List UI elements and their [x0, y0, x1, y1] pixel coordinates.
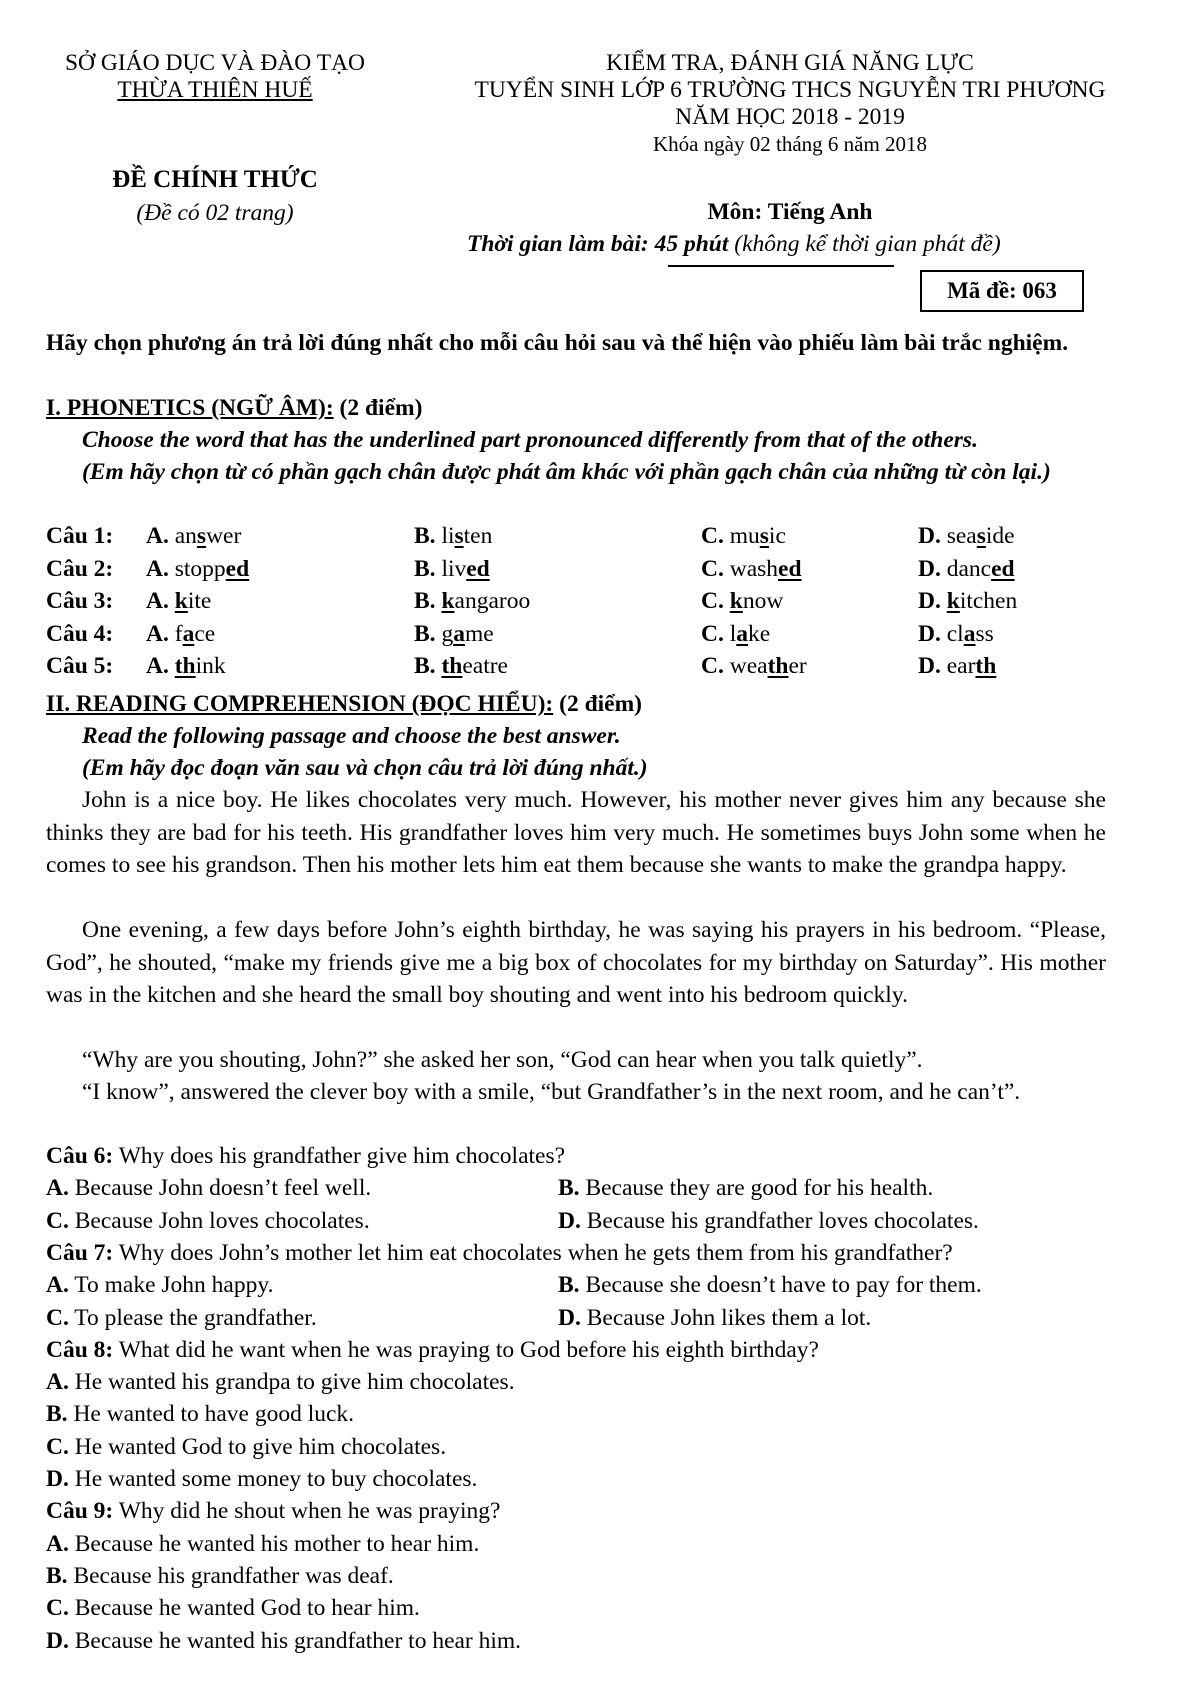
option-text: Because his grandfather was deaf.	[67, 1562, 394, 1589]
underlined-part: s	[759, 523, 769, 549]
answer-option[interactable]	[46, 1205, 370, 1237]
option-text: He wanted God to give him chocolates.	[68, 1433, 447, 1460]
time-label: Thời gian làm bài: 45 phút	[467, 231, 729, 257]
word-part: er	[788, 653, 807, 680]
answer-option[interactable]	[46, 1431, 446, 1463]
question-stem	[46, 1495, 500, 1527]
option-letter: B.	[46, 1401, 68, 1428]
option-letter: D.	[558, 1304, 581, 1331]
department-line1: SỞ GIÁO DỤC VÀ ĐÀO TẠO	[64, 50, 366, 76]
answer-option[interactable]	[701, 585, 783, 617]
word-part: cl	[946, 620, 964, 647]
answer-option[interactable]	[146, 650, 226, 682]
word-part: ink	[195, 653, 226, 680]
word-part: stopp	[174, 555, 226, 582]
option-letter: B.	[414, 555, 436, 582]
section1-heading	[46, 392, 422, 424]
phonetics-question	[46, 553, 1146, 585]
underlined-part: s	[454, 523, 464, 549]
word-part: itchen	[959, 588, 1018, 615]
word-part: li	[441, 523, 455, 549]
question-stem	[46, 1140, 565, 1172]
option-text: Because John doesn’t feel well.	[68, 1175, 372, 1202]
option-text: He wanted some money to buy chocolates.	[68, 1466, 478, 1492]
option-letter: A.	[46, 1175, 69, 1202]
underlined-part: th	[767, 653, 789, 680]
option-letter: C.	[701, 620, 724, 647]
option-text: Because John likes them a lot.	[580, 1304, 872, 1331]
option-text: Because they are good for his health.	[579, 1175, 934, 1202]
answer-option[interactable]	[701, 520, 786, 552]
answer-option[interactable]	[414, 650, 508, 682]
question-label: Câu 9:	[46, 1498, 114, 1525]
option-text: He wanted his grandpa to give him chocolates.	[68, 1369, 515, 1396]
instruction: Hãy chọn phương án trả lời đúng nhất cho mỗi câu hỏi sau và thể hiện vào phiếu làm bài trắc nghiệm.	[46, 330, 1069, 356]
option-letter: D.	[918, 620, 941, 647]
pages-note: (Đề có 02 trang)	[136, 200, 294, 226]
answer-option[interactable]	[46, 1398, 354, 1430]
answer-option[interactable]	[146, 585, 211, 617]
question-label: Câu 4:	[46, 620, 114, 647]
exam-date: Khóa ngày 02 tháng 6 năm 2018	[652, 132, 928, 156]
question-label: Câu 3:	[46, 588, 114, 615]
department-name	[40, 50, 390, 104]
option-letter: A.	[146, 523, 169, 549]
answer-option[interactable]	[414, 585, 530, 617]
word-part: an	[174, 523, 197, 549]
underlined-part: ed	[778, 555, 802, 582]
answer-option[interactable]	[46, 1302, 317, 1334]
phonetics-question	[46, 585, 1146, 617]
department-line2: THỪA THIÊN HUẾ	[117, 77, 313, 103]
passage-paragraph-4: “I know”, answered the clever boy with a smile, “but Grandfather’s in the next room, and he can’t”.	[82, 1079, 1021, 1105]
word-part: me	[464, 620, 494, 647]
word-part: ite	[187, 588, 212, 615]
phonetics-question	[46, 618, 1146, 650]
answer-option[interactable]	[414, 553, 490, 585]
word-part: ss	[975, 620, 994, 647]
phonetics-question	[46, 520, 1146, 552]
answer-option[interactable]	[558, 1269, 982, 1301]
exam-heading	[400, 50, 1180, 158]
option-letter: B.	[558, 1175, 580, 1202]
underlined-part: s	[976, 523, 986, 549]
word-part: angaroo	[454, 588, 531, 615]
question-label: Câu 8:	[46, 1336, 114, 1363]
answer-option[interactable]	[918, 585, 1017, 617]
option-text: Because he wanted God to hear him.	[68, 1595, 420, 1622]
answer-option[interactable]	[558, 1205, 979, 1237]
answer-option[interactable]	[558, 1172, 933, 1204]
official-label: ĐỀ CHÍNH THỨC	[112, 166, 318, 193]
answer-option[interactable]	[46, 1528, 479, 1560]
question-label: Câu 1:	[46, 523, 114, 549]
underlined-part: a	[453, 620, 465, 647]
option-letter: A.	[146, 653, 169, 680]
option-letter: C.	[701, 555, 724, 582]
option-letter: D.	[918, 523, 941, 549]
underlined-part: ed	[466, 555, 490, 582]
underlined-part: th	[441, 653, 463, 680]
underlined-part: s	[196, 523, 207, 549]
option-letter: A.	[46, 1530, 69, 1557]
underlined-part: k	[729, 588, 743, 615]
question-text: What did he want when he was praying to God before his eighth birthday?	[113, 1336, 819, 1363]
answer-option[interactable]	[46, 1463, 477, 1495]
word-part: wash	[729, 555, 779, 582]
word-part: danc	[946, 555, 992, 582]
answer-option[interactable]	[918, 553, 1015, 585]
option-text: Because she doesn’t have to pay for them.	[579, 1272, 982, 1299]
answer-option[interactable]	[46, 1560, 394, 1592]
question-label: Câu 7:	[46, 1239, 114, 1266]
option-letter: D.	[918, 588, 941, 615]
option-letter: B.	[414, 523, 436, 549]
option-letter: D.	[918, 653, 941, 680]
answer-option[interactable]	[558, 1302, 871, 1334]
answer-option[interactable]	[146, 618, 215, 650]
answer-option[interactable]	[414, 520, 492, 552]
word-part: now	[742, 588, 784, 615]
word-part: wea	[729, 653, 768, 680]
word-part: g	[441, 620, 454, 647]
answer-option[interactable]	[701, 650, 807, 682]
option-letter: C.	[701, 653, 724, 680]
exam-code-box: Mã đề: 063	[920, 270, 1084, 312]
option-letter: A.	[146, 588, 169, 615]
answer-option[interactable]	[146, 520, 241, 552]
section2-points: (2 điểm)	[553, 691, 643, 717]
option-letter: B.	[46, 1562, 68, 1589]
word-part: ten	[463, 523, 493, 549]
underlined-part: k	[946, 588, 960, 615]
word-part: sea	[946, 523, 977, 549]
option-letter: A.	[46, 1369, 69, 1396]
option-text: To make John happy.	[68, 1272, 274, 1299]
underlined-part: k	[441, 588, 455, 615]
word-part: l	[729, 620, 737, 647]
passage-paragraph-1: John is a nice boy. He likes chocolates very much. However, his mother never gives him any because she thinks they are bad for his teeth. His grandfather loves him very much. He sometimes buys John some when he comes to see his grandson. Then his mother lets him eat them because she wants to make the grandpa happy.	[46, 787, 1106, 878]
option-letter: B.	[414, 620, 436, 647]
answer-option[interactable]	[918, 520, 1015, 552]
option-letter: C.	[46, 1433, 69, 1460]
subject: Môn: Tiếng Anh	[707, 199, 873, 225]
underlined-part: ed	[991, 555, 1015, 582]
option-letter: B.	[558, 1272, 580, 1299]
underlined-part: k	[174, 588, 188, 615]
option-letter: D.	[46, 1466, 69, 1492]
option-letter: D.	[558, 1207, 581, 1234]
option-letter: B.	[414, 588, 436, 615]
answer-option[interactable]	[46, 1625, 521, 1657]
question-label: Câu 5:	[46, 653, 114, 680]
word-part: ide	[985, 523, 1015, 549]
option-letter: C.	[46, 1595, 69, 1622]
question-stem	[46, 1334, 819, 1366]
option-letter: D.	[918, 555, 941, 582]
answer-option[interactable]	[701, 553, 802, 585]
section1-direction-en: Choose the word that has the underlined part pronounced differently from that of the others.	[82, 427, 978, 453]
answer-option[interactable]	[46, 1269, 273, 1301]
exam-heading-line3: NĂM HỌC 2018 - 2019	[675, 104, 905, 130]
section2-direction-en: Read the following passage and choose the best answer.	[82, 723, 621, 749]
section2-title: II. READING COMPREHENSION (ĐỌC HIỂU):	[46, 691, 554, 717]
word-part: f	[174, 620, 183, 647]
section1-points: (2 điểm)	[333, 395, 423, 421]
answer-option[interactable]	[46, 1366, 515, 1398]
question-text: Why does his grandfather give him chocolates?	[113, 1143, 566, 1169]
section1-direction-vi: (Em hãy chọn từ có phần gạch chân được phát âm khác với phần gạch chân của những từ còn lại.)	[82, 459, 1051, 485]
option-letter: D.	[46, 1627, 69, 1654]
option-text: Because John loves chocolates.	[68, 1207, 370, 1234]
answer-option[interactable]	[701, 618, 770, 650]
underlined-part: th	[975, 653, 997, 680]
word-part: ce	[194, 620, 216, 647]
underlined-part: ed	[225, 555, 250, 582]
option-text: Because he wanted his mother to hear him.	[68, 1530, 480, 1557]
underlined-part: a	[182, 620, 195, 647]
word-part: mu	[729, 523, 760, 549]
section2-heading	[46, 688, 642, 720]
section1-title: I. PHONETICS (NGỮ ÂM):	[46, 395, 334, 421]
option-letter: C.	[701, 588, 724, 615]
option-letter: B.	[414, 653, 436, 680]
exam-heading-line1: KIỂM TRA, ĐÁNH GIÁ NĂNG LỰC	[606, 50, 974, 76]
question-label: Câu 6:	[46, 1143, 114, 1169]
question-stem	[46, 1237, 953, 1269]
answer-option[interactable]	[918, 618, 994, 650]
option-text: Because he wanted his grandfather to hear him.	[68, 1627, 522, 1654]
option-letter: A.	[146, 620, 169, 647]
underlined-part: th	[174, 653, 196, 680]
phonetics-question	[46, 650, 1146, 682]
answer-option[interactable]	[414, 618, 494, 650]
option-text: Because his grandfather loves chocolates.	[580, 1207, 979, 1234]
underlined-part: a	[736, 620, 749, 647]
word-part: ke	[748, 620, 771, 647]
word-part: liv	[441, 555, 467, 582]
option-letter: A.	[146, 555, 169, 582]
exam-heading-line2: TUYỂN SINH LỚP 6 TRƯỜNG THCS NGUYỄN TRI PHƯƠNG	[474, 77, 1106, 103]
question-text: Why does John’s mother let him eat chocolates when he gets them from his grandfather?	[113, 1239, 953, 1266]
question-label: Câu 2:	[46, 555, 114, 582]
section2-direction-vi: (Em hãy đọc đoạn văn sau và chọn câu trả lời đúng nhất.)	[82, 755, 648, 781]
option-text: He wanted to have good luck.	[67, 1401, 355, 1428]
time-note: (không kể thời gian phát đề)	[728, 231, 1001, 257]
option-letter: A.	[46, 1272, 69, 1299]
answer-option[interactable]	[146, 553, 249, 585]
word-part: ear	[946, 653, 976, 680]
question-text: Why did he shout when he was praying?	[113, 1498, 501, 1525]
answer-option[interactable]	[46, 1172, 371, 1204]
answer-option[interactable]	[46, 1592, 420, 1624]
time-line	[467, 229, 1001, 259]
word-part: ic	[768, 523, 786, 549]
word-part: wer	[206, 523, 242, 549]
passage-paragraph-3: “Why are you shouting, John?” she asked her son, “God can hear when you talk quietly”.	[82, 1047, 923, 1073]
passage-paragraph-2: One evening, a few days before John’s eighth birthday, he was saying his prayers in his bedroom. “Please, God”, he shouted, “make my friends give me a big box of chocolates for my birthday on Saturday”. His mother was in the kitchen and she heard the small boy shouting and went into his bedroom quickly.	[46, 917, 1106, 1008]
answer-option[interactable]	[918, 650, 996, 682]
word-part: eatre	[462, 653, 508, 680]
underlined-part: a	[963, 620, 976, 647]
option-letter: C.	[46, 1304, 69, 1331]
option-text: To please the grandfather.	[68, 1304, 317, 1331]
time-rule	[668, 265, 894, 267]
option-letter: C.	[46, 1207, 69, 1234]
option-letter: C.	[701, 523, 724, 549]
